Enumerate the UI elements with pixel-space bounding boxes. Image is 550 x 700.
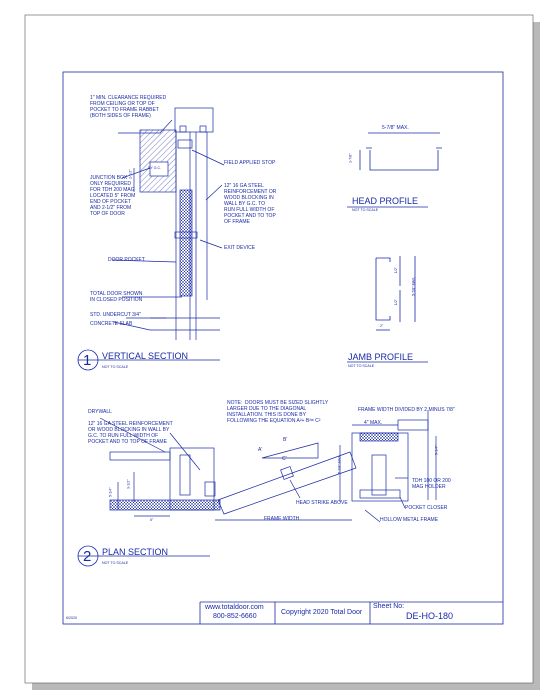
jamb-dim-max: 5-7/8" MAX. [411, 276, 416, 296]
note-pocket-closer: POCKET CLOSER [405, 505, 448, 511]
head-dim-width: 5-7/8" MAX. [382, 125, 409, 131]
vertical-section-scale: NOT TO SCALE [102, 365, 129, 369]
vertical-section-number: 1 [83, 352, 92, 369]
jamb-dim-width: 2" [380, 324, 384, 328]
jamb-dim-a: 1/2" [393, 267, 398, 274]
label-drywall: DRYWALL [88, 409, 112, 415]
title-sheet-label: Sheet No: [373, 603, 405, 610]
dim-2-1-2: 2-1/2" [128, 169, 133, 179]
head-profile-scale: NOT TO SCALE [352, 208, 379, 212]
note-total-door: TOTAL DOOR SHOWN IN CLOSED POSITION [90, 291, 143, 303]
dim-3-1-2: 3-1/2" [126, 479, 131, 489]
label-c: C' [282, 456, 287, 462]
title-phone: 800-852-6660 [213, 613, 257, 620]
plan-section-number: 2 [83, 548, 92, 565]
note-tdh-mag-holder: TDH 100 OR 200 MAG HOLDER [412, 478, 451, 490]
note-door-sizing: NOTE: DOORS MUST BE SIZED SLIGHTLY LARGER DUE TO THE DIAGONAL INSTALLATION. THIS IS DONE BY FOLLOWING THE EQUATION A²+ B²= C² [227, 400, 329, 424]
plan-section-title: PLAN SECTION [102, 547, 169, 557]
sheet-date: 6/2020 [66, 616, 77, 620]
note-head-strike: HEAD STRIKE ABOVE [296, 500, 348, 506]
label-a: A' [258, 447, 263, 453]
title-copyright: Copyright 2020 Total Door [281, 609, 363, 616]
note-field-stop: FIELD APPLIED STOP [224, 160, 276, 166]
dim-5-7-8-max: 5-7/8" MAX. [337, 454, 342, 474]
note-hollow-metal-frame: HOLLOW METAL FRAME [380, 517, 439, 523]
head-dim-height: 1-7/8" [348, 153, 353, 163]
dim-4-max: 4" MAX. [364, 420, 383, 426]
dim-5-1-4-right: 5-1/4" [434, 445, 439, 455]
title-sheet-number: DE-HO-180 [406, 611, 454, 621]
plan-section-scale: NOT TO SCALE [102, 561, 129, 565]
note-undercut: STD. UNDERCUT 3/4" [90, 312, 141, 318]
note-junction-box: JUNCTION BOX ONLY REQUIRED FOR TDH 200 MAG LOCATED 5" FROM END OF POCKET AND 2-1/2" FROM TOP OF DOOR [90, 175, 136, 217]
label-by-gc: BY G.C. [148, 166, 162, 170]
note-reinforcement-vertical: 12" 16 GA STEEL REINFORCEMENT OR WOOD BLOCKING IN WALL BY G.C. TO RUN FULL WIDTH OF POCKET AND TO TOP OF FRAME [224, 183, 277, 225]
dim-frame-width: FRAME WIDTH [264, 516, 300, 522]
note-frame-width-divided: FRAME WIDTH DIVIDED BY 2 MINUS 7/8" [358, 407, 455, 413]
vertical-section-title: VERTICAL SECTION [102, 351, 189, 361]
dim-5: 5" [150, 518, 154, 522]
label-b: B' [283, 437, 288, 443]
note-door-pocket: DOOR POCKET [108, 257, 145, 263]
head-profile-title: HEAD PROFILE [352, 196, 419, 206]
dim-5-1-4-left: 5-1/4" [108, 487, 113, 497]
jamb-profile-title: JAMB PROFILE [348, 352, 414, 362]
title-website[interactable]: www.totaldoor.com [205, 604, 264, 611]
note-clearance: 1" MIN. CLEARANCE REQUIRED FROM CEILING OR TOP OF POCKET TO FRAME RABBET (BOTH SIDES OF FRAME) [90, 95, 167, 119]
jamb-profile-scale: NOT TO SCALE [348, 364, 375, 368]
jamb-dim-b: 1/2" [393, 299, 398, 306]
note-reinforcement-plan: 12" 16 GA STEEL REINFORCEMENT OR WOOD BLOCKING IN WALL BY G.C. TO RUN FULL WIDTH OF POCKET AND TO TOP OF FRAME [88, 421, 173, 445]
note-exit-device: EXIT DEVICE [224, 245, 256, 251]
note-concrete-slab: CONCRETE SLAB [90, 321, 133, 327]
